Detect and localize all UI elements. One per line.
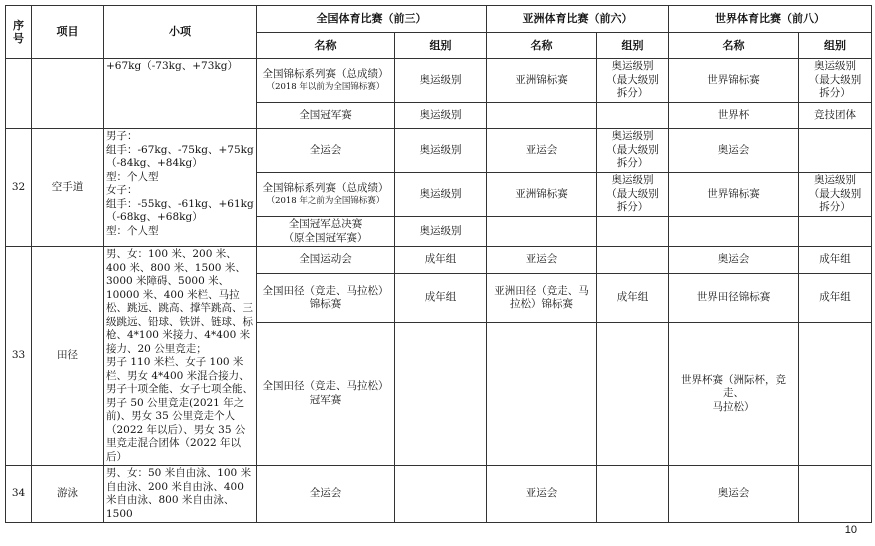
header-national: 全国体育比赛（前三） (257, 6, 487, 33)
national-name: 全国锦标系列赛（总成绩） (262, 182, 389, 195)
asian-level-cell (597, 217, 669, 247)
sub-item-cell: +67kg（-73kg、+73kg） (104, 59, 257, 129)
asian-name-cell (487, 217, 597, 247)
world-level-cell: 竞技团体 (799, 103, 872, 129)
world-level-cell (799, 217, 872, 247)
national-name-note: （2018 年以前为全国锦标赛） (266, 81, 385, 92)
asian-name-cell (487, 322, 597, 465)
world-name-cell: 世界锦标赛 (669, 173, 799, 217)
header-asian-level: 组别 (597, 33, 669, 59)
seq-cell: 32 (6, 129, 32, 247)
project-cell (32, 59, 104, 129)
sub-item-cell: 男子： 组手：-67kg、-75kg、+75kg （-84kg、+84kg） 型：个人型 女子： 组手：-55kg、-61kg、+61kg （-68kg、+68kg） 型：个人型 (104, 129, 257, 247)
world-name-cell: 世界杯赛（洲际杯，竞走、 马拉松） (669, 322, 799, 465)
national-name-cell: 全国冠军总决赛 （原全国冠军赛） (257, 217, 395, 247)
header-national-name: 名称 (257, 33, 395, 59)
project-cell: 空手道 (32, 129, 104, 247)
sub-item-cell: 男、女：100 米、200 米、400 米、800 米、1500 米、3000 米障碍、5000 米、10000 米、400 米栏、马拉松、跳远、跳高、撑竿跳高、三级跳远、铅球、铁饼、链球、标枪、4*100 米接力、4*400 米接力、20 公里竞走； 男子 110 米栏、女子 100 米栏、男女 4*400 米混合接力、男子十项全能、女子七项全能、男子 50 公里竞走(2021 年之前)、男女 35 公里竞走个人（2022 年以后）、男女 35 公里竞走混合团体（2022 年以后） (104, 247, 257, 466)
national-level-cell: 奥运级别 (395, 173, 487, 217)
asian-name-cell: 亚运会 (487, 247, 597, 274)
world-name-cell: 奥运会 (669, 247, 799, 274)
asian-level-cell (597, 103, 669, 129)
world-name-cell: 世界田径锦标赛 (669, 274, 799, 322)
national-name-cell: 全国冠军赛 (257, 103, 395, 129)
asian-level-cell (597, 322, 669, 465)
world-name-cell: 世界杯 (669, 103, 799, 129)
national-level-cell: 奥运级别 (395, 129, 487, 173)
national-name-cell: 全国田径（竞走、马拉松） 冠军赛 (257, 322, 395, 465)
header-sub-item: 小项 (104, 6, 257, 59)
national-name-cell (257, 59, 395, 103)
project-cell: 游泳 (32, 466, 104, 523)
national-level-cell: 奥运级别 (395, 59, 487, 103)
national-name-cell: 全运会 (257, 129, 395, 173)
header-world-level: 组别 (799, 33, 872, 59)
world-level-cell: 成年组 (799, 274, 872, 322)
world-name-cell: 奥运会 (669, 129, 799, 173)
national-level-cell: 成年组 (395, 247, 487, 274)
asian-name-cell (487, 103, 597, 129)
header-national-level: 组别 (395, 33, 487, 59)
national-level-cell: 奥运级别 (395, 217, 487, 247)
header-row-1 (6, 6, 872, 33)
header-asian: 亚洲体育比赛（前六） (487, 6, 669, 33)
national-level-cell (395, 466, 487, 523)
asian-level-cell: 奥运级别 （最大级别 拆分） (597, 59, 669, 103)
world-name-cell: 奥运会 (669, 466, 799, 523)
project-cell: 田径 (32, 247, 104, 466)
header-world-name: 名称 (669, 33, 799, 59)
asian-level-cell (597, 466, 669, 523)
sub-item-cell: 男、女：50 米自由泳、100 米自由泳、200 米自由泳、400 米自由泳、800 米自由泳、1500 (104, 466, 257, 523)
national-name-cell: 全国田径（竞走、马拉松） 锦标赛 (257, 274, 395, 322)
national-level-cell (395, 322, 487, 465)
world-level-cell: 奥运级别 （最大级别 拆分） (799, 173, 872, 217)
seq-cell: 33 (6, 247, 32, 466)
national-name-cell: 全运会 (257, 466, 395, 523)
header-seq: 序 号 (6, 6, 32, 59)
header-project: 项目 (32, 6, 104, 59)
asian-name-cell: 亚洲田径（竞走、马 拉松）锦标赛 (487, 274, 597, 322)
asian-level-cell: 奥运级别 （最大级别 拆分） (597, 173, 669, 217)
asian-level-cell: 奥运级别 （最大级别 拆分） (597, 129, 669, 173)
page-number: 10 (844, 524, 857, 536)
seq-cell (6, 59, 32, 129)
national-level-cell: 成年组 (395, 274, 487, 322)
world-level-cell (799, 466, 872, 523)
asian-name-cell: 亚洲锦标赛 (487, 59, 597, 103)
world-level-cell (799, 129, 872, 173)
national-name-cell (257, 173, 395, 217)
table-row (6, 466, 872, 523)
national-name: 全国锦标系列赛（总成绩） (262, 68, 389, 81)
asian-level-cell (597, 247, 669, 274)
table-row (6, 247, 872, 274)
seq-cell: 34 (6, 466, 32, 523)
asian-level-cell: 成年组 (597, 274, 669, 322)
asian-name-cell: 亚运会 (487, 129, 597, 173)
header-world: 世界体育比赛（前八） (669, 6, 872, 33)
national-level-cell: 奥运级别 (395, 103, 487, 129)
world-name-cell (669, 217, 799, 247)
world-name-cell: 世界锦标赛 (669, 59, 799, 103)
asian-name-cell: 亚运会 (487, 466, 597, 523)
world-level-cell (799, 322, 872, 465)
asian-name-cell: 亚洲锦标赛 (487, 173, 597, 217)
table-row (6, 59, 872, 103)
national-name-note: （2018 年之前为全国锦标赛） (266, 195, 385, 206)
world-level-cell: 成年组 (799, 247, 872, 274)
world-level-cell: 奥运级别 （最大级别 拆分） (799, 59, 872, 103)
national-name-cell: 全国运动会 (257, 247, 395, 274)
sports-competition-table (5, 5, 872, 523)
header-asian-name: 名称 (487, 33, 597, 59)
table-row (6, 129, 872, 173)
